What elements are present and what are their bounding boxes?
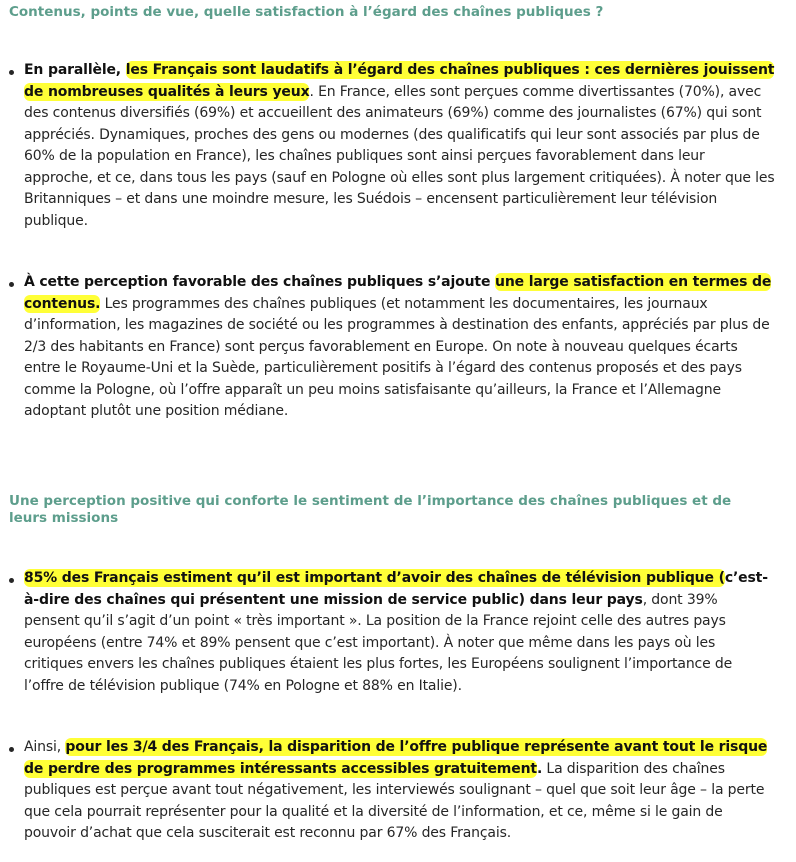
paragraph-disparition xyxy=(24,737,776,845)
bold-intro: À cette perception favorable des chaînes publiques s’ajoute xyxy=(24,274,496,290)
paragraph-body: La disparition des chaînes publiques est perçue avant tout négativement, les interviewés soulignant – quel que soit leur âge – la perte que cela pourrait représenter pour la qualité et la diversité de l’information, et ce, même si le gain de pouvoir d’achat que cela susciterait est reconnu par 67% des Français. xyxy=(24,760,765,841)
bullet-dot xyxy=(9,282,17,290)
bold-intro: En parallèle, xyxy=(24,62,126,78)
paragraph-importance xyxy=(24,568,776,697)
section-title-perception-positive: Une perception positive qui conforte le sentiment de l’importance des chaînes publiques et de leurs missions xyxy=(9,493,732,526)
paragraph-body: , dont 39% pensent qu’il s’agit d’un point « très important ». La position de la France rejoint celle des autres pays européens (entre 74% et 89% pensent que c’est important). À noter que même dans les pays où les critiques envers les chaînes publiques étaient les plus fortes, les Européens soulignent l’importance de l’offre de télévision publique (74% en Pologne et 88% en Italie). xyxy=(24,591,733,694)
paragraph-body: Les programmes des chaînes publiques (et notamment les documentaires, les journaux d’information, les magazines de société ou les programmes à destination des enfants, appréciés par plus de 2/3 des habitants en France) sont perçus favorablement en Europe. On note à nouveau quelques écarts entre le Royaume-Uni et la Suède, particulièrement positifs à l’égard des contenus proposés et des pays comme la Pologne, où l’offre apparaît un peu moins satisfaisante qu’ailleurs, la France et l’Allemagne adoptant plutôt une position médiane. xyxy=(24,295,770,419)
bold-continuation: c’est-à-dire des chaînes qui présentent une mission de service public) dans leur pays xyxy=(24,570,768,608)
bullet-dot xyxy=(9,70,17,78)
paragraph-body: . En France, elles sont perçues comme divertissantes (70%), avec des contenus diversifiés (69%) et accueillent des animateurs (69%) comme des journalistes (67%) qui sont appréciés. Dynamiques, proches des gens ou modernes (des qualificatifs qui leur sont associés par plus de 60% de la population en France), les chaînes publiques sont ainsi perçues favorablement dans leur approche, et ce, dans tous les pays (sauf en Pologne où elles sont plus largement critiquées). À noter que les Britanniques – et dans une moindre mesure, les Suédois – encensent particulièrement leur télévision publique. xyxy=(24,83,775,229)
plain-intro: Ainsi, xyxy=(24,739,66,755)
highlighted-key-finding: une large satisfaction en termes de contenus. xyxy=(24,274,772,312)
bold-period: . xyxy=(536,760,543,777)
bullet-dot xyxy=(9,747,17,755)
section-title-contenus: Contenus, points de vue, quelle satisfaction à l’égard des chaînes publiques ? xyxy=(9,4,604,20)
bullet-dot xyxy=(9,578,17,586)
highlighted-key-finding: pour les 3/4 des Français, la disparition de l’offre publique représente avant tout le risque de perdre des programmes intéressants accessibles gratuitement xyxy=(24,739,768,777)
paragraph-laudatifs xyxy=(24,60,776,232)
highlighted-key-finding: 85% des Français estiment qu’il est important d’avoir des chaînes de télévision publique ( xyxy=(24,570,725,586)
highlighted-key-finding: les Français sont laudatifs à l’égard des chaînes publiques : ces dernières jouissent de nombreuses qualités à leurs yeux xyxy=(24,62,775,100)
paragraph-satisfaction-contenus xyxy=(24,272,776,423)
